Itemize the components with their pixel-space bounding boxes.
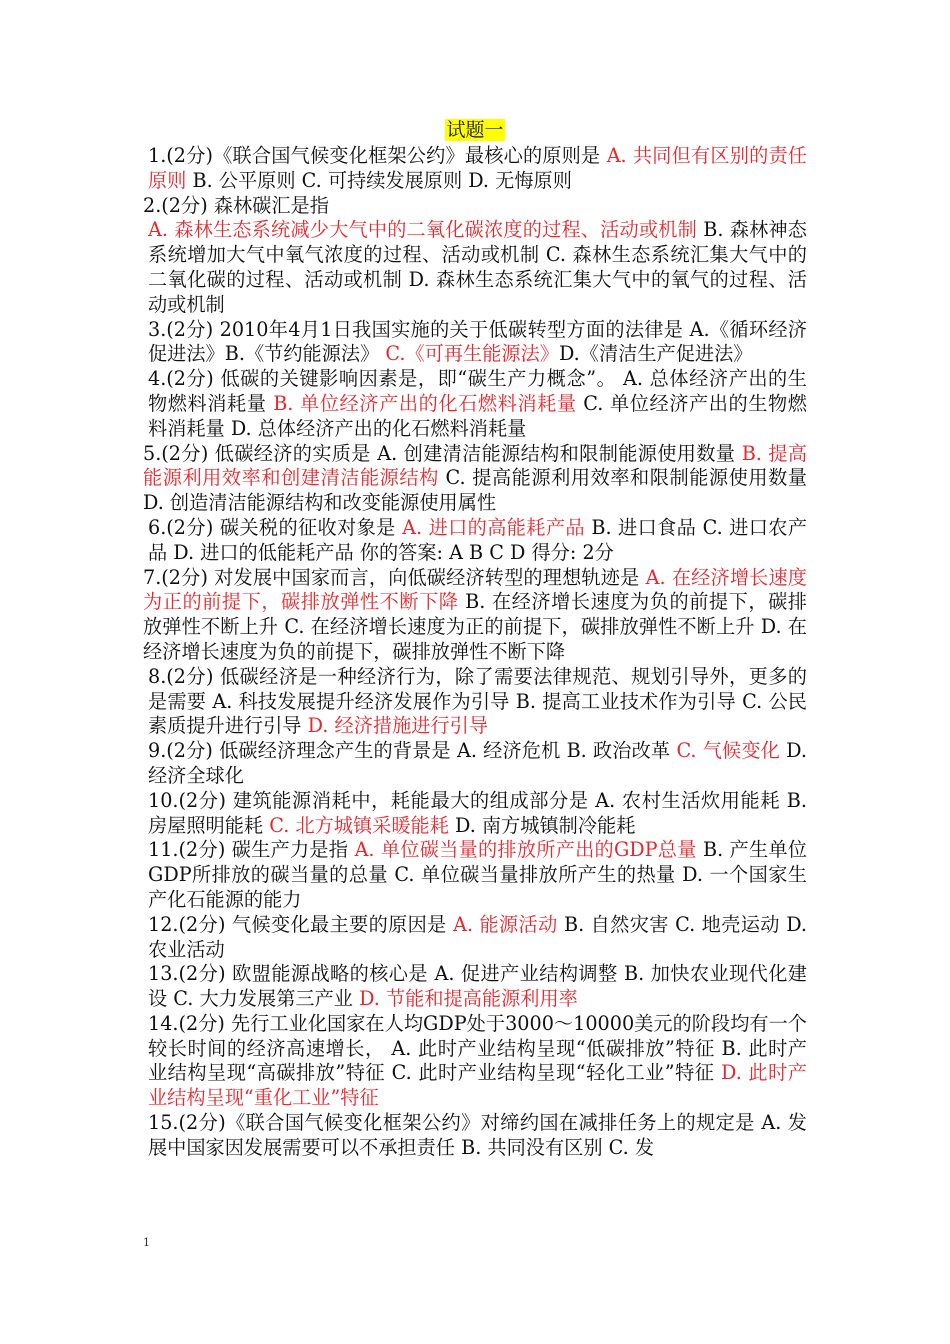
question-item: 5.(2分) 低碳经济的实质是 A. 创建清洁能源结构和限制能源使用数量 B. 提高能源利用效率和创建清洁能源结构 C. 提高能源利用效率和限制能源使用数量 D. 创造清洁能源结构和改变能源使用属性 — [143, 441, 808, 515]
document-title: 试题一 — [446, 119, 504, 141]
question-item: 3.(2分) 2010年4月1日我国实施的关于低碳转型方面的法律是 A.《循环经济促进法》B.《节约能源法》 C.《可再生能源法》D.《清洁生产促进法》 — [148, 317, 807, 366]
question-item: 8.(2分) 低碳经济是一种经济行为，除了需要法律规范、规划引导外，更多的是需要 A. 科技发展提升经济发展作为引导 B. 提高工业技术作为引导 C. 公民素质提升进行引导 D. 经济措施进行引导 — [148, 664, 807, 738]
correct-answer: C.《可再生能源法》 — [385, 342, 559, 366]
correct-answer: A. 在经济增长速度为正的前提下，碳排放弹性不断下降 — [143, 565, 807, 614]
correct-answer: C. 北方城镇采暖能耗 — [269, 813, 449, 837]
question-list — [143, 144, 807, 1161]
correct-answer: B. 单位经济产出的化石燃料消耗量 — [273, 391, 577, 415]
question-item: 6.(2分) 碳关税的征收对象是 A. 进口的高能耗产品 B. 进口食品 C. 进口农产品 D. 进口的低能耗产品 你的答案: A B C D 得分: 2分 — [148, 515, 808, 564]
correct-answer: A. 单位碳当量的排放所产出的GDP总量 — [354, 838, 697, 862]
question-item: 15.(2分)《联合国气候变化框架公约》对缔约国在减排任务上的规定是 A. 发展中国家因发展需要可以不承担责任 B. 共同没有区别 C. 发 — [148, 1111, 807, 1159]
correct-answer: A. 共同但有区别的责任原则 — [148, 144, 807, 192]
document-page — [143, 118, 807, 1161]
question-item: 10.(2分) 建筑能源消耗中，耗能最大的组成部分是 A. 农村生活炊用能耗 B. 房屋照明能耗 C. 北方城镇采暖能耗 D. 南方城镇制冷能耗 — [148, 788, 807, 837]
question-item: 2.(2分) 森林碳汇是指 — [143, 193, 329, 217]
correct-answer: A. 进口的高能耗产品 — [402, 515, 585, 539]
correct-answer: A. 能源活动 — [453, 912, 558, 936]
question-item: 1.(2分)《联合国气候变化框架公约》最核心的原则是 A. 共同但有区别的责任原则 B. 公平原则 C. 可持续发展原则 D. 无悔原则 — [148, 144, 807, 192]
question-item: 11.(2分) 碳生产力是指 A. 单位碳当量的排放所产出的GDP总量 B. 产生单位GDP所排放的碳当量的总量 C. 单位碳当量排放所产生的热量 D. 一个国家生产化石能源的能力 — [148, 838, 807, 911]
correct-answer: B. 提高能源利用效率和创建清洁能源结构 — [143, 441, 808, 490]
correct-answer: D. 此时产业结构呈现“重化工业”特征 — [148, 1061, 807, 1110]
question-item: 13.(2分) 欧盟能源战略的核心是 A. 促进产业结构调整 B. 加快农业现代化建设 C. 大力发展第三产业 D. 节能和提高能源利用率 — [148, 962, 807, 1011]
correct-answer: C. 气候变化 — [676, 739, 780, 763]
question-item: 14.(2分) 先行工业化国家在人均GDP处于3000～10000美元的阶段均有一个较长时间的经济高速增长， A. 此时产业结构呈现“低碳排放”特征 B. 此时产业结构呈现“高碳排放”特征 C. 此时产业结构呈现“轻化工业”特征 D. 此时产业结构呈现“重化工业”特征 — [148, 1011, 807, 1110]
question-item: 12.(2分) 气候变化最主要的原因是 A. 能源活动 B. 自然灾害 C. 地壳运动 D. 农业活动 — [148, 912, 807, 961]
correct-answer: D. 节能和提高能源利用率 — [359, 987, 578, 1011]
question-item: 7.(2分) 对发展中国家而言，向低碳经济转型的理想轨迹是 A. 在经济增长速度为正的前提下，碳排放弹性不断下降 B. 在经济增长速度为负的前提下，碳排放弹性不断上升 C. 在经济增长速度为正的前提下，碳排放弹性不断上升 D. 在经济增长速度为负的前提下，碳排放弹性不断下降 — [143, 565, 807, 663]
page-number: 1 — [143, 1236, 150, 1249]
correct-answer: A. 森林生态系统减少大气中的二氧化碳浓度的过程、活动或机制 — [148, 218, 697, 242]
question-item: 4.(2分) 低碳的关键影响因素是，即“碳生产力概念”。 A. 总体经济产出的生物燃料消耗量 B. 单位经济产出的化石燃料消耗量 C. 单位经济产出的生物燃料消耗量 D. 总体经济产出的化石燃料消耗量 — [148, 367, 807, 440]
question-item: A. 森林生态系统减少大气中的二氧化碳浓度的过程、活动或机制 B. 森林神态系统增加大气中氧气浓度的过程、活动或机制 C. 森林生态系统汇集大气中的二氧化碳的过程、活动或机制 D. 森林生态系统汇集大气中的氧气的过程、活动或机制 — [148, 218, 807, 316]
question-item: 9.(2分) 低碳经济理念产生的背景是 A. 经济危机 B. 政治改革 C. 气候变化 D. 经济全球化 — [148, 739, 807, 787]
correct-answer: D. 经济措施进行引导 — [307, 714, 489, 738]
